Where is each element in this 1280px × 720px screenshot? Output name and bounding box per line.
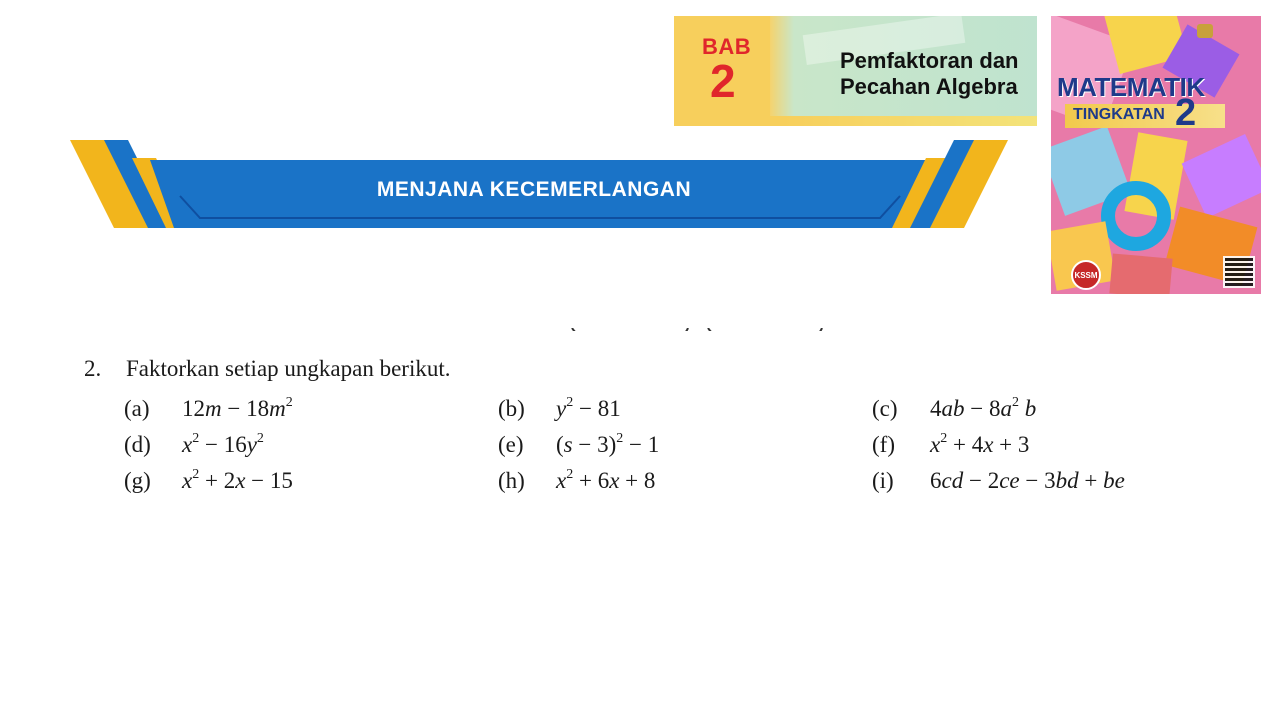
grade-label: TINGKATAN [1073,106,1165,123]
part-expression: 6cd − 2ce − 3bd + be [930,468,1125,493]
question-part-a [124,396,293,422]
part-label: (f) [872,432,895,457]
part-label: (b) [498,396,525,421]
qr-code-icon [1223,256,1255,288]
question-part-f [872,432,1029,458]
part-label: (h) [498,468,525,493]
part-expression: $4ab - 8a^2$ b [930,395,1037,421]
chapter-number: 2 [710,55,736,107]
chapter-title-line-2: Pecahan Algebra [840,74,1018,99]
part-expression: $y^2 - 81$ [556,395,621,421]
cropped-text-fragment [560,323,830,331]
cover-shape [1182,134,1261,218]
chapter-banner [674,16,1037,126]
part-label: (d) [124,432,151,457]
cropped-text-marks [84,527,544,530]
section-title: MENJANA KECEMERLANGAN [376,178,692,201]
banner-bottom-strip [674,116,1037,126]
part-label: (g) [124,468,151,493]
question-part-g [124,468,293,494]
book-title: MATEMATIK [1057,72,1205,102]
question-part-e [498,432,659,458]
question-number: 2. [84,356,102,381]
book-cover-image [1051,16,1261,294]
part-label: (i) [872,468,894,493]
part-expression: $x^2 - 16y^2$ [182,431,264,457]
chapter-label: BAB [702,34,752,59]
part-label: (e) [498,432,524,457]
part-expression: $(s - 3)^2 - 1$ [556,431,660,457]
part-label: (a) [124,396,150,421]
chapter-title [840,48,1030,100]
question-part-b [498,396,621,422]
question-stem [84,356,450,382]
question-part-h [498,468,655,494]
cropped-text-marks [560,328,830,331]
kssm-badge: KSSM [1071,260,1101,290]
question-part-c [872,396,1036,422]
part-expression: $x^2 + 4x + 3$ [930,431,1030,457]
question-part-i [872,468,1125,494]
part-expression: $12m - 18m^2$ [182,395,293,421]
cropped-next-question [84,522,544,530]
ministry-logo-icon [1197,24,1213,38]
grade-number: 2 [1175,92,1197,134]
section-ribbon [70,138,1010,230]
question-part-d [124,432,264,458]
cover-shape [1101,181,1171,251]
part-expression: $x^2 + 2x - 15$ [182,467,293,493]
part-label: (c) [872,396,898,421]
chapter-title-line-1: Pemfaktoran dan [840,48,1019,73]
part-expression: $x^2 + 6x + 8$ [556,467,656,493]
cover-shape [1109,253,1172,294]
question-instruction: Faktorkan setiap ungkapan berikut. [126,356,451,381]
